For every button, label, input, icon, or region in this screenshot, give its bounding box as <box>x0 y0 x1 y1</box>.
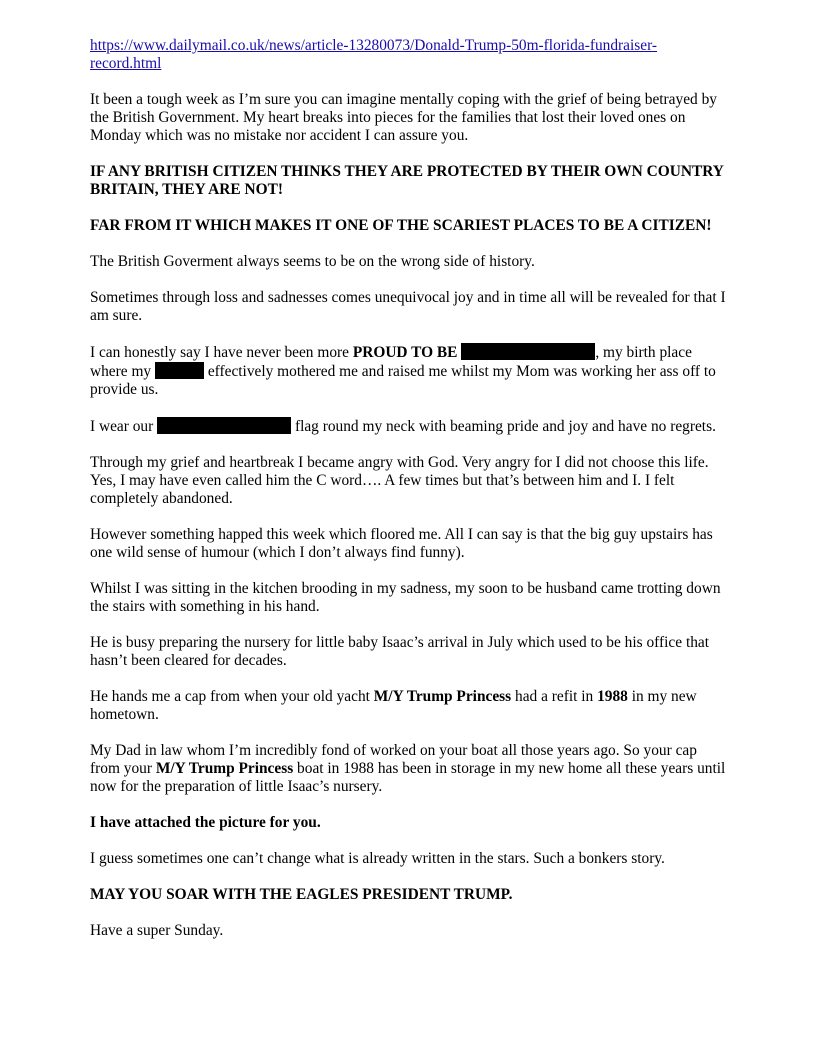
paragraph-flag <box>90 417 726 436</box>
proud-text-3: effectively mothered me and raised me whilst my Mom was working her ass off to provide us. <box>90 363 716 398</box>
paragraph-dad-in-law <box>90 742 726 796</box>
paragraph-british-citizen: IF ANY BRITISH CITIZEN THINKS THEY ARE PROTECTED BY THEIR OWN COUNTRY BRITAIN, THEY ARE NOT! <box>90 163 724 198</box>
paragraph-kitchen: Whilst I was sitting in the kitchen brooding in my sadness, my soon to be husband came trotting down the stairs with something in his hand. <box>90 580 721 615</box>
cap-yacht-name: M/Y Trump Princess <box>373 688 512 705</box>
proud-text-1: I can honestly say I have never been more <box>90 344 353 361</box>
paragraph-proud <box>90 343 726 399</box>
paragraph-sunday: Have a super Sunday. <box>90 922 224 939</box>
flag-text-1: I wear our <box>90 418 158 435</box>
paragraph-floored: However something happed this week which floored me. All I can say is that the big guy upstairs has one wild sense of humour (which I don’t always find funny). <box>90 526 713 561</box>
document-page <box>90 37 726 958</box>
dad-text-2: boat in 1988 has been in storage in my new home all these years until now for the preparation of little Isaac’s nursery. <box>90 760 726 795</box>
paragraph-stars: I guess sometimes one can’t change what is already written in the stars. Such a bonkers story. <box>90 850 665 867</box>
cap-text-1: He hands me a cap from when your old yacht <box>90 688 374 705</box>
flag-text-2: flag round my neck with beaming pride and joy and have no regrets. <box>291 418 716 435</box>
paragraph-joy: Sometimes through loss and sadnesses comes unequivocal joy and in time all will be revealed for that I am sure. <box>90 289 726 324</box>
paragraph-scariest-places: FAR FROM IT WHICH MAKES IT ONE OF THE SCARIEST PLACES TO BE A CITIZEN! <box>90 217 712 234</box>
dad-text-1: My Dad in law whom I’m incredibly fond of worked on your boat all those years ago. So your cap from your <box>90 742 697 777</box>
cap-text-2: had a refit in <box>511 688 598 705</box>
redaction-block <box>157 417 291 434</box>
proud-text-bold: PROUD TO BE <box>352 344 458 361</box>
proud-text-2: , my birth place where my <box>90 344 692 380</box>
cap-year: 1988 <box>597 688 628 705</box>
article-link[interactable] <box>90 37 657 72</box>
paragraph-angry: Through my grief and heartbreak I became angry with God. Very angry for I did not choose this life. Yes, I may have even called him the C word…. A few times but that’s between him and I. I felt completely abandoned. <box>90 454 709 507</box>
paragraph-government: The British Goverment always seems to be on the wrong side of history. <box>90 253 535 270</box>
paragraph-grief: It been a tough week as I’m sure you can imagine mentally coping with the grief of being betrayed by the British Government. My heart breaks into pieces for the families that lost their loved ones on Monday which was no mistake nor accident I can assure you. <box>90 91 717 144</box>
paragraph-nursery: He is busy preparing the nursery for little baby Isaac’s arrival in July which used to be his office that hasn’t been cleared for decades. <box>90 634 710 669</box>
article-link-line1: https://www.dailymail.co.uk/news/article-13280073/Donald-Trump-50m-florida-fundraiser- <box>90 37 658 54</box>
redaction-block <box>461 343 595 360</box>
article-link-paragraph <box>90 37 726 73</box>
cap-text-3: in my new hometown. <box>90 688 697 723</box>
paragraph-eagles: MAY YOU SOAR WITH THE EAGLES PRESIDENT TRUMP. <box>90 886 513 903</box>
paragraph-attached: I have attached the picture for you. <box>90 814 321 831</box>
article-link-line2: record.html <box>90 55 162 72</box>
paragraph-cap <box>90 688 726 724</box>
dad-yacht-name: M/Y Trump Princess <box>155 760 294 777</box>
redaction-block <box>155 362 204 379</box>
